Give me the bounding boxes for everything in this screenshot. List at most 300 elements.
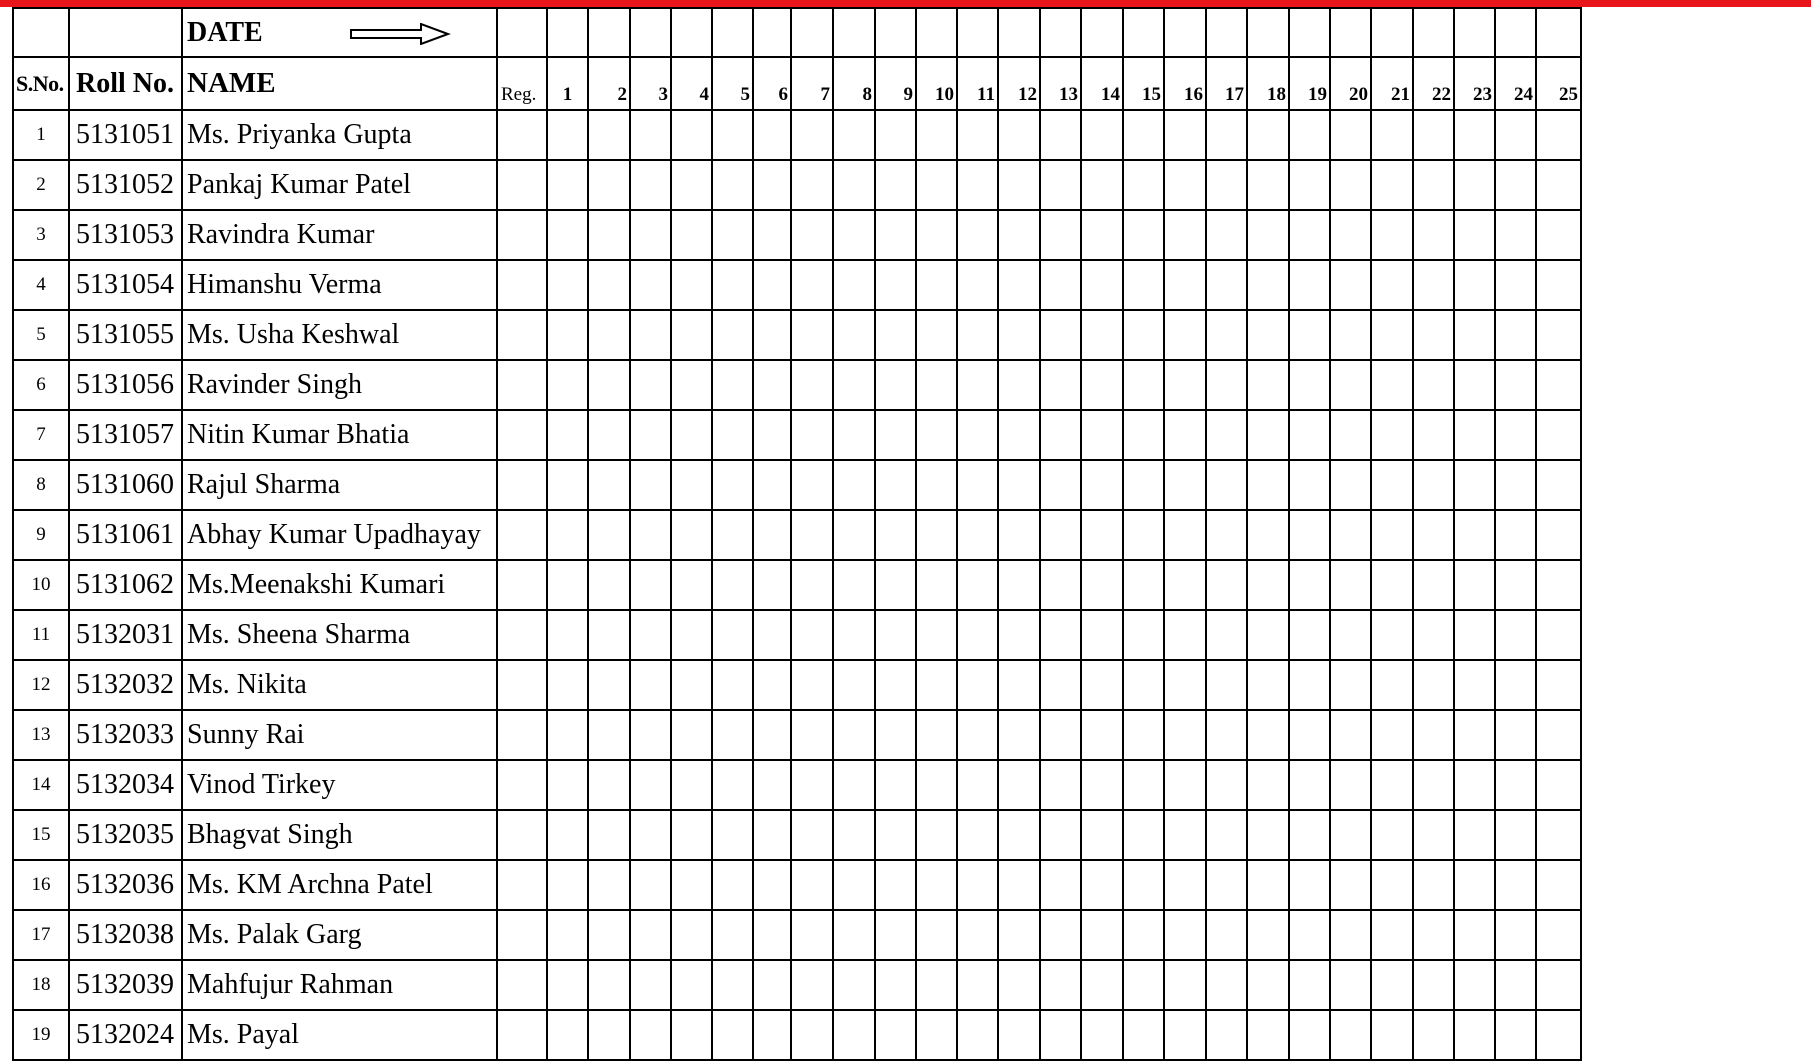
attendance-cell[interactable] [671, 710, 712, 760]
attendance-cell[interactable] [916, 510, 957, 560]
attendance-cell[interactable] [671, 360, 712, 410]
attendance-cell[interactable] [1164, 260, 1206, 310]
attendance-cell[interactable] [1123, 810, 1164, 860]
attendance-cell[interactable] [1289, 610, 1330, 660]
attendance-cell[interactable] [957, 960, 998, 1010]
attendance-cell[interactable] [1536, 360, 1581, 410]
attendance-cell[interactable] [1413, 460, 1454, 510]
attendance-cell[interactable] [753, 860, 791, 910]
attendance-cell[interactable] [916, 460, 957, 510]
attendance-cell[interactable] [957, 260, 998, 310]
attendance-cell[interactable] [1495, 910, 1536, 960]
attendance-cell[interactable] [712, 760, 753, 810]
attendance-cell[interactable] [1330, 710, 1371, 760]
attendance-cell[interactable] [1495, 210, 1536, 260]
attendance-cell[interactable] [1289, 910, 1330, 960]
attendance-cell[interactable] [998, 1010, 1040, 1060]
attendance-cell[interactable] [1040, 810, 1081, 860]
attendance-cell[interactable] [1289, 410, 1330, 460]
attendance-cell[interactable] [712, 410, 753, 460]
attendance-cell[interactable] [671, 860, 712, 910]
attendance-cell[interactable] [957, 760, 998, 810]
attendance-cell[interactable] [1495, 660, 1536, 710]
attendance-cell[interactable] [833, 760, 875, 810]
attendance-cell[interactable] [1330, 210, 1371, 260]
attendance-cell[interactable] [753, 910, 791, 960]
attendance-cell[interactable] [1454, 210, 1495, 260]
reg-mark-cell[interactable] [497, 260, 547, 310]
attendance-cell[interactable] [630, 160, 671, 210]
attendance-cell[interactable] [547, 310, 588, 360]
attendance-cell[interactable] [1536, 860, 1581, 910]
attendance-cell[interactable] [1206, 260, 1247, 310]
attendance-cell[interactable] [753, 260, 791, 310]
attendance-cell[interactable] [875, 660, 916, 710]
attendance-cell[interactable] [1371, 710, 1413, 760]
attendance-cell[interactable] [957, 610, 998, 660]
attendance-cell[interactable] [875, 160, 916, 210]
attendance-cell[interactable] [1289, 110, 1330, 160]
attendance-cell[interactable] [1081, 210, 1123, 260]
attendance-cell[interactable] [833, 910, 875, 960]
attendance-cell[interactable] [1206, 760, 1247, 810]
attendance-cell[interactable] [875, 560, 916, 610]
attendance-cell[interactable] [1536, 960, 1581, 1010]
attendance-cell[interactable] [1413, 860, 1454, 910]
attendance-cell[interactable] [671, 210, 712, 260]
attendance-cell[interactable] [1454, 810, 1495, 860]
attendance-cell[interactable] [916, 210, 957, 260]
attendance-cell[interactable] [916, 310, 957, 360]
attendance-cell[interactable] [1330, 660, 1371, 710]
attendance-cell[interactable] [1040, 710, 1081, 760]
attendance-cell[interactable] [998, 610, 1040, 660]
attendance-cell[interactable] [712, 910, 753, 960]
attendance-cell[interactable] [1040, 960, 1081, 1010]
attendance-cell[interactable] [1536, 760, 1581, 810]
attendance-cell[interactable] [957, 310, 998, 360]
attendance-cell[interactable] [1454, 460, 1495, 510]
attendance-cell[interactable] [998, 660, 1040, 710]
attendance-cell[interactable] [1495, 760, 1536, 810]
attendance-cell[interactable] [875, 810, 916, 860]
attendance-cell[interactable] [1330, 560, 1371, 610]
attendance-cell[interactable] [1413, 1010, 1454, 1060]
attendance-cell[interactable] [671, 110, 712, 160]
attendance-cell[interactable] [1164, 510, 1206, 560]
attendance-cell[interactable] [833, 310, 875, 360]
attendance-cell[interactable] [630, 410, 671, 460]
attendance-cell[interactable] [1123, 410, 1164, 460]
attendance-cell[interactable] [671, 960, 712, 1010]
attendance-cell[interactable] [875, 960, 916, 1010]
attendance-cell[interactable] [1330, 760, 1371, 810]
attendance-cell[interactable] [588, 710, 630, 760]
attendance-cell[interactable] [1330, 610, 1371, 660]
attendance-cell[interactable] [588, 860, 630, 910]
attendance-cell[interactable] [833, 410, 875, 460]
attendance-cell[interactable] [671, 1010, 712, 1060]
attendance-cell[interactable] [916, 810, 957, 860]
attendance-cell[interactable] [875, 110, 916, 160]
attendance-cell[interactable] [588, 260, 630, 310]
attendance-cell[interactable] [671, 510, 712, 560]
attendance-cell[interactable] [1413, 160, 1454, 210]
attendance-cell[interactable] [753, 760, 791, 810]
attendance-cell[interactable] [1371, 460, 1413, 510]
attendance-cell[interactable] [791, 560, 833, 610]
attendance-cell[interactable] [1536, 810, 1581, 860]
attendance-cell[interactable] [1289, 210, 1330, 260]
attendance-cell[interactable] [1164, 560, 1206, 610]
attendance-cell[interactable] [1413, 310, 1454, 360]
attendance-cell[interactable] [712, 960, 753, 1010]
attendance-cell[interactable] [1454, 610, 1495, 660]
attendance-cell[interactable] [957, 210, 998, 260]
attendance-cell[interactable] [1495, 610, 1536, 660]
attendance-cell[interactable] [1413, 910, 1454, 960]
attendance-cell[interactable] [1206, 310, 1247, 360]
attendance-cell[interactable] [1164, 710, 1206, 760]
attendance-cell[interactable] [712, 610, 753, 660]
attendance-cell[interactable] [588, 160, 630, 210]
attendance-cell[interactable] [1247, 510, 1289, 560]
attendance-cell[interactable] [1330, 260, 1371, 310]
attendance-cell[interactable] [588, 910, 630, 960]
attendance-cell[interactable] [1081, 710, 1123, 760]
attendance-cell[interactable] [957, 110, 998, 160]
attendance-cell[interactable] [833, 260, 875, 310]
attendance-cell[interactable] [547, 110, 588, 160]
attendance-cell[interactable] [875, 410, 916, 460]
attendance-cell[interactable] [875, 610, 916, 660]
attendance-cell[interactable] [1123, 1010, 1164, 1060]
attendance-cell[interactable] [1081, 760, 1123, 810]
attendance-cell[interactable] [753, 960, 791, 1010]
attendance-cell[interactable] [1371, 410, 1413, 460]
attendance-cell[interactable] [1040, 210, 1081, 260]
attendance-cell[interactable] [1371, 110, 1413, 160]
attendance-cell[interactable] [1040, 610, 1081, 660]
attendance-cell[interactable] [833, 1010, 875, 1060]
attendance-cell[interactable] [1081, 160, 1123, 210]
attendance-cell[interactable] [671, 610, 712, 660]
attendance-cell[interactable] [1040, 410, 1081, 460]
attendance-cell[interactable] [998, 260, 1040, 310]
attendance-cell[interactable] [547, 460, 588, 510]
attendance-cell[interactable] [1495, 560, 1536, 610]
attendance-cell[interactable] [1495, 310, 1536, 360]
attendance-cell[interactable] [916, 710, 957, 760]
attendance-cell[interactable] [712, 710, 753, 760]
attendance-cell[interactable] [1289, 510, 1330, 560]
attendance-cell[interactable] [1247, 260, 1289, 310]
attendance-cell[interactable] [1123, 960, 1164, 1010]
attendance-cell[interactable] [1536, 410, 1581, 460]
attendance-cell[interactable] [671, 460, 712, 510]
attendance-cell[interactable] [1289, 260, 1330, 310]
attendance-cell[interactable] [1536, 460, 1581, 510]
attendance-cell[interactable] [1081, 910, 1123, 960]
attendance-cell[interactable] [588, 810, 630, 860]
attendance-cell[interactable] [1164, 110, 1206, 160]
attendance-cell[interactable] [957, 460, 998, 510]
attendance-cell[interactable] [1289, 310, 1330, 360]
attendance-cell[interactable] [998, 760, 1040, 810]
attendance-cell[interactable] [753, 710, 791, 760]
attendance-cell[interactable] [1123, 510, 1164, 560]
attendance-cell[interactable] [1123, 110, 1164, 160]
attendance-cell[interactable] [1371, 860, 1413, 910]
attendance-cell[interactable] [1454, 760, 1495, 810]
reg-mark-cell[interactable] [497, 660, 547, 710]
attendance-cell[interactable] [753, 1010, 791, 1060]
attendance-cell[interactable] [833, 360, 875, 410]
attendance-cell[interactable] [588, 210, 630, 260]
attendance-cell[interactable] [998, 110, 1040, 160]
reg-mark-cell[interactable] [497, 910, 547, 960]
attendance-cell[interactable] [712, 160, 753, 210]
attendance-cell[interactable] [916, 610, 957, 660]
attendance-cell[interactable] [1330, 1010, 1371, 1060]
attendance-cell[interactable] [753, 110, 791, 160]
attendance-cell[interactable] [1413, 760, 1454, 810]
reg-mark-cell[interactable] [497, 1010, 547, 1060]
attendance-cell[interactable] [1164, 810, 1206, 860]
attendance-cell[interactable] [957, 660, 998, 710]
attendance-cell[interactable] [791, 260, 833, 310]
attendance-cell[interactable] [671, 260, 712, 310]
attendance-cell[interactable] [998, 710, 1040, 760]
attendance-cell[interactable] [1123, 360, 1164, 410]
attendance-cell[interactable] [753, 160, 791, 210]
attendance-cell[interactable] [1040, 560, 1081, 610]
attendance-cell[interactable] [547, 260, 588, 310]
attendance-cell[interactable] [1289, 810, 1330, 860]
attendance-cell[interactable] [630, 760, 671, 810]
attendance-cell[interactable] [588, 510, 630, 560]
attendance-cell[interactable] [791, 460, 833, 510]
attendance-cell[interactable] [833, 710, 875, 760]
attendance-cell[interactable] [791, 510, 833, 560]
attendance-cell[interactable] [1413, 810, 1454, 860]
attendance-cell[interactable] [957, 410, 998, 460]
attendance-cell[interactable] [547, 360, 588, 410]
attendance-cell[interactable] [1413, 260, 1454, 310]
attendance-cell[interactable] [1536, 610, 1581, 660]
attendance-cell[interactable] [630, 560, 671, 610]
attendance-cell[interactable] [1454, 710, 1495, 760]
attendance-cell[interactable] [791, 410, 833, 460]
attendance-cell[interactable] [547, 1010, 588, 1060]
attendance-cell[interactable] [1164, 860, 1206, 910]
reg-mark-cell[interactable] [497, 510, 547, 560]
attendance-cell[interactable] [1247, 160, 1289, 210]
attendance-cell[interactable] [1123, 310, 1164, 360]
attendance-cell[interactable] [916, 410, 957, 460]
attendance-cell[interactable] [1371, 660, 1413, 710]
attendance-cell[interactable] [671, 660, 712, 710]
attendance-cell[interactable] [1413, 710, 1454, 760]
attendance-cell[interactable] [588, 460, 630, 510]
attendance-cell[interactable] [1495, 260, 1536, 310]
attendance-cell[interactable] [1413, 660, 1454, 710]
attendance-cell[interactable] [916, 1010, 957, 1060]
attendance-cell[interactable] [1495, 1010, 1536, 1060]
attendance-cell[interactable] [957, 360, 998, 410]
attendance-cell[interactable] [1247, 560, 1289, 610]
attendance-cell[interactable] [1247, 360, 1289, 410]
reg-mark-cell[interactable] [497, 560, 547, 610]
attendance-cell[interactable] [547, 710, 588, 760]
attendance-cell[interactable] [588, 560, 630, 610]
attendance-cell[interactable] [547, 910, 588, 960]
attendance-cell[interactable] [1206, 160, 1247, 210]
attendance-cell[interactable] [1081, 960, 1123, 1010]
attendance-cell[interactable] [1040, 510, 1081, 560]
attendance-cell[interactable] [916, 760, 957, 810]
attendance-cell[interactable] [1040, 110, 1081, 160]
attendance-cell[interactable] [1206, 860, 1247, 910]
attendance-cell[interactable] [1123, 860, 1164, 910]
attendance-cell[interactable] [630, 660, 671, 710]
attendance-cell[interactable] [712, 460, 753, 510]
attendance-cell[interactable] [875, 460, 916, 510]
attendance-cell[interactable] [833, 610, 875, 660]
attendance-cell[interactable] [1206, 360, 1247, 410]
attendance-cell[interactable] [588, 610, 630, 660]
attendance-cell[interactable] [1330, 160, 1371, 210]
attendance-cell[interactable] [1413, 510, 1454, 560]
attendance-cell[interactable] [1123, 660, 1164, 710]
attendance-cell[interactable] [1040, 1010, 1081, 1060]
attendance-cell[interactable] [916, 360, 957, 410]
attendance-cell[interactable] [1206, 610, 1247, 660]
attendance-cell[interactable] [1454, 260, 1495, 310]
attendance-cell[interactable] [875, 310, 916, 360]
attendance-cell[interactable] [1454, 860, 1495, 910]
attendance-cell[interactable] [916, 160, 957, 210]
attendance-cell[interactable] [712, 360, 753, 410]
attendance-cell[interactable] [957, 710, 998, 760]
attendance-cell[interactable] [1081, 660, 1123, 710]
attendance-cell[interactable] [1413, 610, 1454, 660]
attendance-cell[interactable] [1081, 1010, 1123, 1060]
attendance-cell[interactable] [588, 760, 630, 810]
attendance-cell[interactable] [791, 160, 833, 210]
attendance-cell[interactable] [1454, 110, 1495, 160]
attendance-cell[interactable] [1081, 310, 1123, 360]
attendance-cell[interactable] [671, 810, 712, 860]
attendance-cell[interactable] [1495, 510, 1536, 560]
attendance-cell[interactable] [1247, 860, 1289, 910]
attendance-cell[interactable] [1164, 410, 1206, 460]
attendance-cell[interactable] [1454, 160, 1495, 210]
attendance-cell[interactable] [1371, 260, 1413, 310]
attendance-cell[interactable] [1289, 460, 1330, 510]
attendance-cell[interactable] [712, 660, 753, 710]
attendance-cell[interactable] [1289, 1010, 1330, 1060]
attendance-cell[interactable] [1371, 360, 1413, 410]
attendance-cell[interactable] [998, 910, 1040, 960]
attendance-cell[interactable] [833, 660, 875, 710]
attendance-cell[interactable] [1536, 210, 1581, 260]
attendance-cell[interactable] [833, 560, 875, 610]
attendance-cell[interactable] [1289, 760, 1330, 810]
attendance-cell[interactable] [1206, 410, 1247, 460]
attendance-cell[interactable] [1164, 210, 1206, 260]
attendance-cell[interactable] [712, 210, 753, 260]
attendance-cell[interactable] [1536, 560, 1581, 610]
reg-mark-cell[interactable] [497, 860, 547, 910]
attendance-cell[interactable] [1081, 810, 1123, 860]
attendance-cell[interactable] [712, 260, 753, 310]
attendance-cell[interactable] [1413, 110, 1454, 160]
attendance-cell[interactable] [1206, 460, 1247, 510]
attendance-cell[interactable] [630, 960, 671, 1010]
attendance-cell[interactable] [547, 660, 588, 710]
attendance-cell[interactable] [1454, 410, 1495, 460]
attendance-cell[interactable] [630, 360, 671, 410]
attendance-cell[interactable] [1081, 460, 1123, 510]
attendance-cell[interactable] [1081, 510, 1123, 560]
attendance-cell[interactable] [1495, 360, 1536, 410]
attendance-cell[interactable] [1206, 510, 1247, 560]
attendance-cell[interactable] [1289, 360, 1330, 410]
attendance-cell[interactable] [875, 710, 916, 760]
attendance-cell[interactable] [547, 210, 588, 260]
attendance-cell[interactable] [1454, 360, 1495, 410]
attendance-cell[interactable] [875, 510, 916, 560]
attendance-cell[interactable] [547, 610, 588, 660]
attendance-cell[interactable] [1247, 710, 1289, 760]
attendance-cell[interactable] [957, 910, 998, 960]
attendance-cell[interactable] [791, 960, 833, 1010]
reg-mark-cell[interactable] [497, 110, 547, 160]
attendance-cell[interactable] [1330, 910, 1371, 960]
attendance-cell[interactable] [1454, 310, 1495, 360]
attendance-cell[interactable] [1495, 410, 1536, 460]
attendance-cell[interactable] [588, 410, 630, 460]
attendance-cell[interactable] [1536, 510, 1581, 560]
attendance-cell[interactable] [1206, 660, 1247, 710]
attendance-cell[interactable] [1371, 510, 1413, 560]
attendance-cell[interactable] [957, 860, 998, 910]
attendance-cell[interactable] [1247, 960, 1289, 1010]
attendance-cell[interactable] [1495, 860, 1536, 910]
attendance-cell[interactable] [1495, 110, 1536, 160]
attendance-cell[interactable] [957, 810, 998, 860]
attendance-cell[interactable] [630, 710, 671, 760]
attendance-cell[interactable] [1536, 710, 1581, 760]
attendance-cell[interactable] [588, 1010, 630, 1060]
attendance-cell[interactable] [671, 560, 712, 610]
attendance-cell[interactable] [1413, 560, 1454, 610]
attendance-cell[interactable] [998, 510, 1040, 560]
attendance-cell[interactable] [1247, 310, 1289, 360]
reg-mark-cell[interactable] [497, 310, 547, 360]
attendance-cell[interactable] [753, 310, 791, 360]
attendance-cell[interactable] [630, 460, 671, 510]
attendance-cell[interactable] [791, 710, 833, 760]
attendance-cell[interactable] [671, 310, 712, 360]
attendance-cell[interactable] [1206, 210, 1247, 260]
attendance-cell[interactable] [1164, 160, 1206, 210]
attendance-cell[interactable] [916, 560, 957, 610]
attendance-cell[interactable] [791, 760, 833, 810]
attendance-cell[interactable] [998, 360, 1040, 410]
attendance-cell[interactable] [833, 460, 875, 510]
